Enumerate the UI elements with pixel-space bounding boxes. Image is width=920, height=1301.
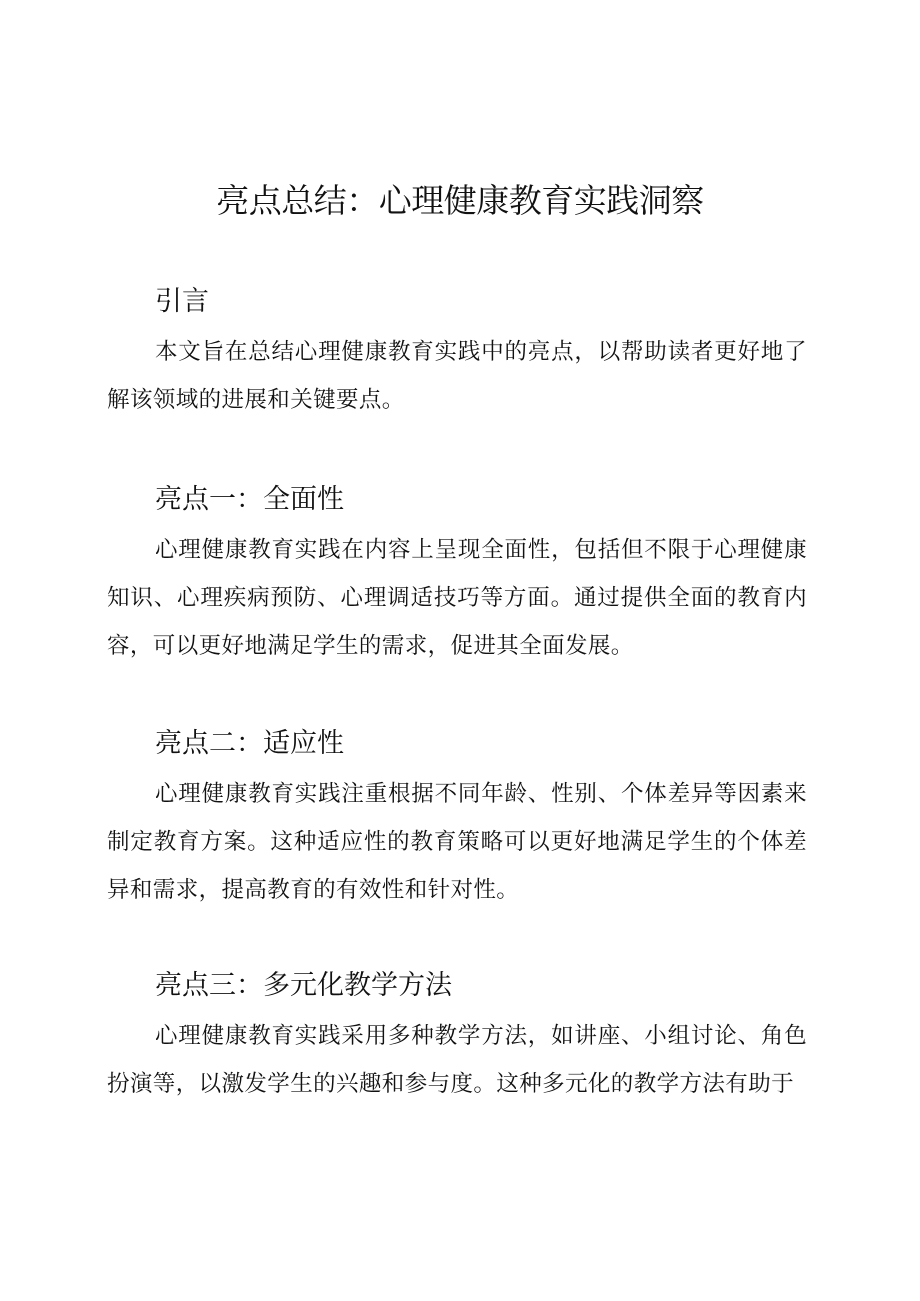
section-paragraph: 心理健康教育实践采用多种教学方法，如讲座、小组讨论、角色扮演等，以激发学生的兴趣和参与度。这种多元化的教学方法有助于 (107, 1023, 807, 1097)
document-title: 亮点总结：心理健康教育实践洞察 (216, 181, 704, 220)
section-highlight-3 (107, 966, 807, 1108)
section-paragraph: 心理健康教育实践注重根据不同年龄、性别、个体差异等因素来制定教育方案。这种适应性的教育策略可以更好地满足学生的个体差异和需求，提高教育的有效性和针对性。 (107, 781, 807, 903)
section-heading: 亮点三：多元化教学方法 (155, 970, 452, 1001)
section-paragraph: 心理健康教育实践在内容上呈现全面性，包括但不限于心理健康知识、心理疾病预防、心理调适技巧等方面。通过提供全面的教育内容，可以更好地满足学生的需求，促进其全面发展。 (107, 537, 807, 659)
section-highlight-1 (107, 480, 807, 670)
section-highlight-2 (107, 724, 807, 914)
section-paragraph: 本文旨在总结心理健康教育实践中的亮点，以帮助读者更好地了解该领域的进展和关键要点。 (107, 339, 807, 413)
section-heading: 引言 (155, 286, 209, 317)
section-introduction (107, 282, 807, 424)
section-heading: 亮点一：全面性 (155, 484, 344, 515)
section-heading: 亮点二：适应性 (155, 728, 344, 759)
